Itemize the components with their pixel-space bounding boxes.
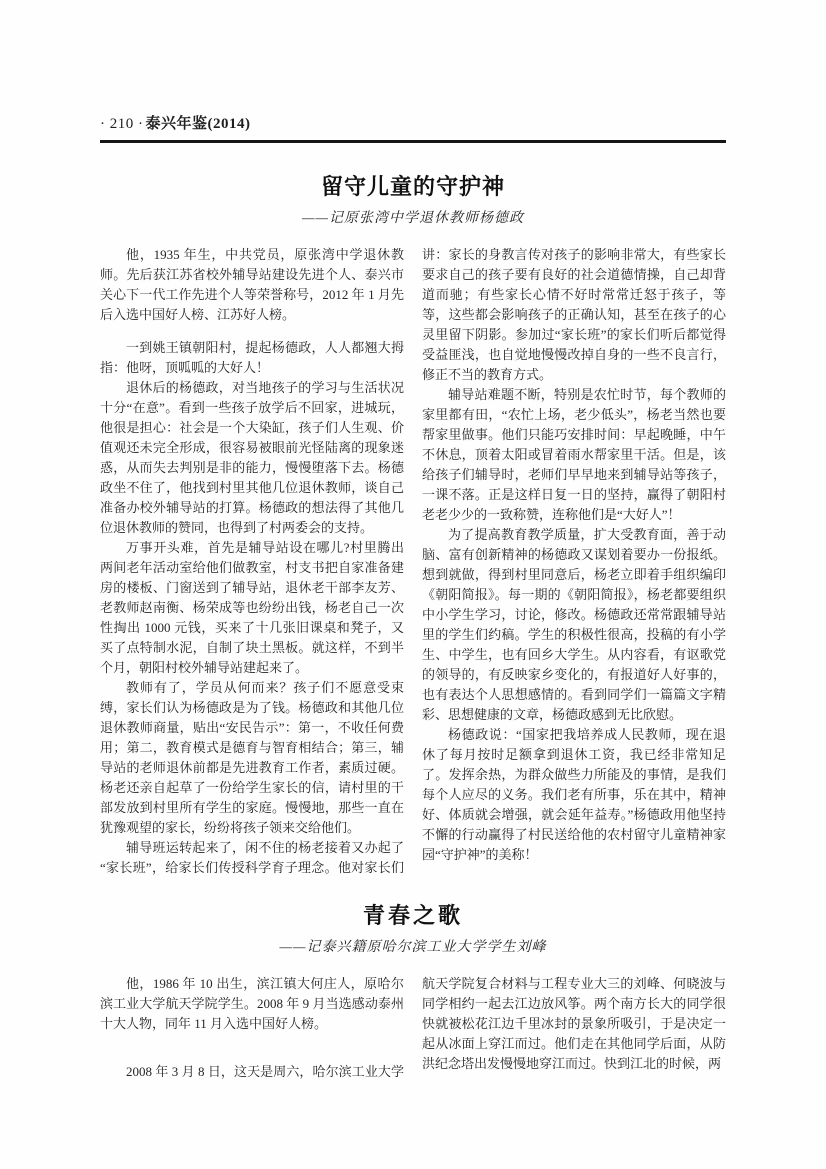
article-1-title: 留守儿童的守护神 [320,174,505,199]
article-2-title: 青春之歌 [362,903,463,928]
article-2-right-column [422,974,726,1096]
article-1-left-column [100,245,404,879]
paragraph: 为了提高教育教学质量，扩大受教育面，善于动脑、富有创新精神的杨德政又谋划着要办一份报纸。想到就做，得到村里同意后，杨老立即着手组织编印《朝阳简报》。每一期的《朝阳简报》，杨老都要组织中小学生学习，讨论，修改。杨德政还常常跟辅导站里的学生们约稿。学生的积极性很高，投稿的有小学生、中学生，也有回乡大学生。从内容看，有讴歌党的领导的，有反映家乡变化的，有报道好人好事的，也有表达个人思想感情的。看到同学们一篇篇文字精彩、思想健康的文章，杨德政感到无比欣慰。 [422,527,726,722]
paragraph: 航天学院复合材料与工程专业大三的刘峰、何晓波与同学相约一起去江边放风筝。两个南方长大的同学很快就被松花江边千里冰封的景象所吸引，于是决定一起从冰面上穿江而过。他们走在其他同学后面，从防洪纪念塔出发慢慢地穿江而过。快到江北的时候，两 [422,976,726,1071]
book-title: 泰兴年鉴(2014) [145,116,251,132]
header-rule [100,140,726,143]
paragraph: 教师有了，学员从何而来？孩子们不愿意受束缚，家长们认为杨德政是为了钱。杨德政和其他几位退休教师商量，贴出“安民告示”：第一，不收任何费用；第二，教育模式是德育与智育相结合；第三，辅导站的老师退休前都是先进教育工作者，素质过硬。杨老还亲自起草了一份给学生家长的信，请村里的干部发放到村里所有学生的家庭。慢慢地，那些一直在犹豫观望的家长，纷纷将孩子领来交给他们。 [100,680,404,835]
paragraph: 一到姚王镇朝阳村，提起杨德政，人人都翘大拇指：他呀，顶呱呱的大好人！ [100,340,404,375]
article-2-columns [100,974,726,1096]
article-1-subtitle: ——记原张湾中学退休教师杨德政 [302,211,524,226]
paragraph: 2008 年 3 月 8 日，这天是周六，哈尔滨工业大学 [126,1064,404,1079]
paragraph: 杨德政说：“国家把我培养成人民教师，现在退休了每月按时足额拿到退休工资，我已经非常知足了。发挥余热，为群众做些力所能及的事情，是我们每个人应尽的义务。我们老有所事，乐在其中，精神好、体质就会增强，就会延年益寿。”杨德政用他坚持不懈的行动赢得了村民送给他的农村留守儿童精神家园“守护神”的美称！ [422,727,726,862]
page-header [100,0,726,133]
paragraph: 辅导站难题不断，特别是农忙时节，每个教师的家里都有田，“农忙上场，老少低头”，杨老当然也要帮家里做事。他们只能巧安排时间：早起晚睡，中午不休息，顶着太阳或冒着雨水帮家里干活。但是，该给孩子们辅导时，老师们早早地来到辅导站等孩子，一课不落。正是这样日复一日的坚持，赢得了朝阳村老老少少的一致称赞，连称他们是“大好人”！ [422,387,726,522]
paragraph: 讲：家长的身教言传对孩子的影响非常大，有些家长要求自己的孩子要有良好的社会道德情操，自己却背道而驰；有些家长心情不好时常常迁怒于孩子，等等，这些都会影响孩子的正确认知，甚至在孩子的心灵里留下阴影。参加过“家长班”的家长们听后都觉得受益匪浅，也自觉地慢慢改掉自身的一些不良言行，修正不当的教育方式。 [422,247,726,382]
paragraph: 他，1935 年生，中共党员，原张湾中学退休教师。先后获江苏省校外辅导站建设先进个人、泰兴市关心下一代工作先进个人等荣誉称号，2012 年 1 月先后入选中国好人榜、江苏好人榜。 [100,247,404,322]
paragraph: 他，1986 年 10 出生，滨江镇大何庄人，原哈尔滨工业大学航天学院学生。2008 年 9 月当选感动泰州十大人物，同年 11 月入选中国好人榜。 [100,976,404,1031]
article-1 [100,170,726,879]
paragraph: 万事开头难，首先是辅导站设在哪儿?村里腾出两间老年活动室给他们做教室，村支书把自家准备建房的楼板、门窗送到了辅导站，退休老干部李友芳、老教师赵南衡、杨荣成等也纷纷出钱，杨老自己一次性掏出 1000 元钱，买来了十几张旧课桌和凳子，又买了点特制水泥，自制了块土黑板。就这样，不到半个月，朝阳村校外辅导站建起来了。 [100,540,404,675]
article-2-left-column [100,974,404,1096]
article-1-right-column [422,245,726,879]
article-2 [100,899,726,1096]
article-1-columns [100,245,726,879]
paragraph: 辅导班运转起来了，闲不住的杨老接着又办起了“家长班”，给家长们传授科学育子理念。他对家长们 [100,840,404,875]
page-content [100,0,726,1096]
paragraph: 退休后的杨德政，对当地孩子的学习与生活状况十分“在意”。看到一些孩子放学后不回家，进城玩，他很是担心：社会是一个大染缸，孩子们人生观、价值观还未完全形成，很容易被眼前光怪陆离的现象迷惑，从而失去判别是非的能力，慢慢堕落下去。杨德政坐不住了，他找到村里其他几位退休教师，谈自己准备办校外辅导站的打算。杨德政的想法得了其他几位退休教师的赞同，也得到了村两委会的支持。 [100,380,404,535]
article-2-subtitle: ——记泰兴籍原哈尔滨工业大学学生刘峰 [279,940,547,955]
page-number: · 210 · [100,116,144,132]
